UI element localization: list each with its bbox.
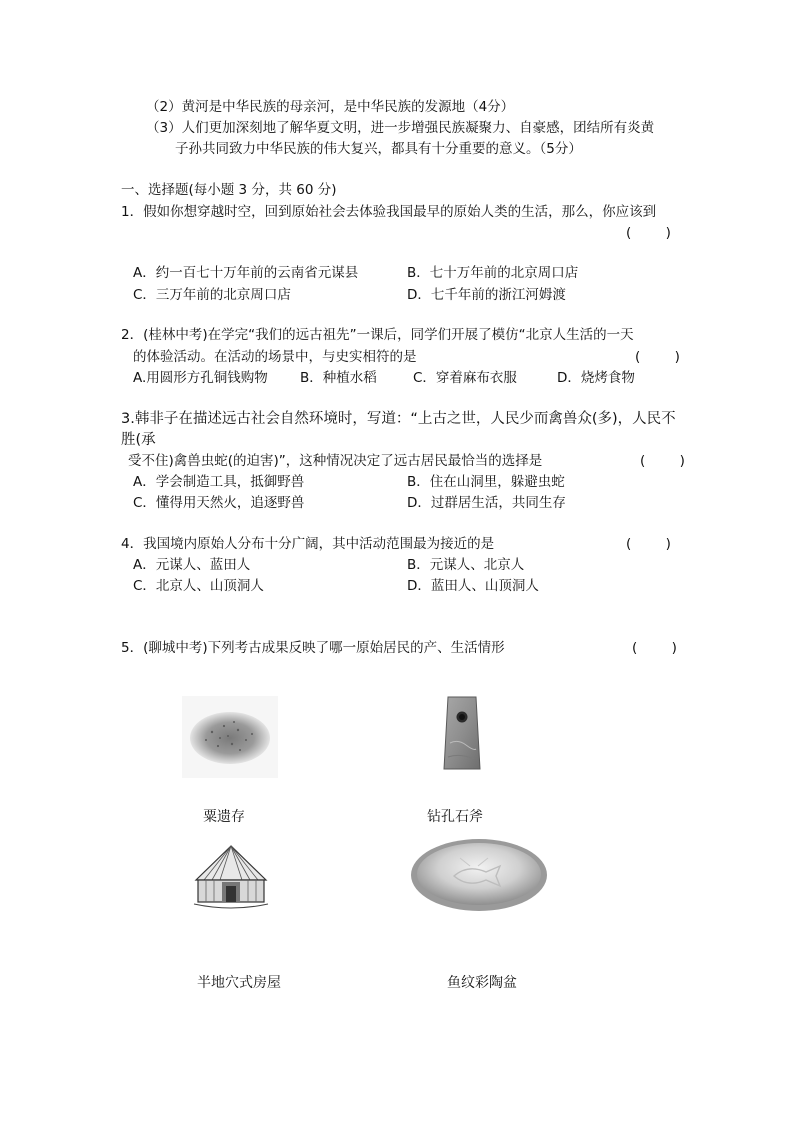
millet-remains-image [182, 696, 278, 778]
q3-answer-bracket[interactable]: ( ) [640, 453, 685, 469]
q2-option-b[interactable]: B．种植水稻 [300, 370, 377, 386]
q2-option-a[interactable]: A.用圆形方孔铜钱购物 [133, 370, 268, 386]
q4-option-a[interactable]: A．元谋人、蓝田人 [133, 557, 251, 573]
q3-option-a[interactable]: A．学会制造工具，抵御野兽 [133, 474, 305, 490]
q1-option-b[interactable]: B．七十万年前的北京周口店 [407, 265, 579, 281]
q3-stem-line2: 胜(承 [121, 432, 156, 448]
q4-option-c[interactable]: C．北京人、山顶洞人 [133, 578, 264, 594]
answer-3-line2: 子孙共同致力中华民族的伟大复兴，都具有十分重要的意义。（5分） [175, 141, 582, 157]
q4-option-d[interactable]: D．蓝田人、山顶洞人 [407, 578, 539, 594]
q2-stem-line1: 2．(桂林中考)在学完“我们的远古祖先”一课后，同学们开展了模仿“北京人生活的一天 [121, 327, 634, 343]
q5-answer-bracket[interactable]: ( ) [632, 640, 677, 656]
q3-option-c[interactable]: C．懂得用天然火，追逐野兽 [133, 495, 305, 511]
fish-pattern-pottery-basin-image [408, 836, 550, 914]
section-title: 一、选择题(每小题 3 分，共 60 分) [121, 182, 337, 198]
q5-stem: 5．(聊城中考)下列考古成果反映了哪一原始居民的产、生活情形 [121, 640, 505, 656]
q3-option-b[interactable]: B．住在山洞里，躲避虫蛇 [407, 474, 565, 490]
q2-answer-bracket[interactable]: ( ) [635, 349, 680, 365]
semi-subterranean-house-caption: 半地穴式房屋 [197, 975, 281, 991]
answer-3-line1: （3）人们更加深刻地了解华夏文明，进一步增强民族凝聚力、自豪感，团结所有炎黄 [146, 120, 655, 136]
q4-option-b[interactable]: B．元谋人、北京人 [407, 557, 525, 573]
q3-stem-line3: 受不住)禽兽虫蛇(的迫害)”，这种情况决定了远古居民最恰当的选择是 [128, 453, 543, 469]
millet-remains-caption: 粟遗存 [203, 809, 245, 825]
q1-answer-bracket[interactable]: ( ) [626, 225, 671, 241]
q1-option-d[interactable]: D．七千年前的浙江河姆渡 [407, 287, 566, 303]
q1-option-a[interactable]: A．约一百七十万年前的云南省元谋县 [133, 265, 359, 281]
q3-option-d[interactable]: D．过群居生活，共同生存 [407, 495, 566, 511]
drilled-stone-axe-caption: 钻孔石斧 [427, 809, 483, 825]
q1-option-c[interactable]: C．三万年前的北京周口店 [133, 287, 291, 303]
answer-2: （2）黄河是中华民族的母亲河，是中华民族的发源地（4分） [146, 99, 515, 115]
q2-stem-line2: 的体验活动。在活动的场景中，与史实相符的是 [133, 349, 417, 365]
fish-pattern-pottery-basin-caption: 鱼纹彩陶盆 [447, 975, 517, 991]
q3-stem-line1: 3.韩非子在描述远古社会自然环境时，写道：“上古之世，人民少而禽兽众(多)，人民不 [121, 411, 676, 427]
drilled-stone-axe-image [438, 693, 486, 773]
q2-option-c[interactable]: C．穿着麻布衣服 [413, 370, 517, 386]
q4-answer-bracket[interactable]: ( ) [626, 536, 671, 552]
q1-stem: 1．假如你想穿越时空，回到原始社会去体验我国最早的原始人类的生活，那么，你应该到 [121, 204, 657, 220]
q4-stem: 4．我国境内原始人分布十分广阔，其中活动范围最为接近的是 [121, 536, 495, 552]
q2-option-d[interactable]: D．烧烤食物 [557, 370, 635, 386]
semi-subterranean-house-image [190, 842, 272, 912]
